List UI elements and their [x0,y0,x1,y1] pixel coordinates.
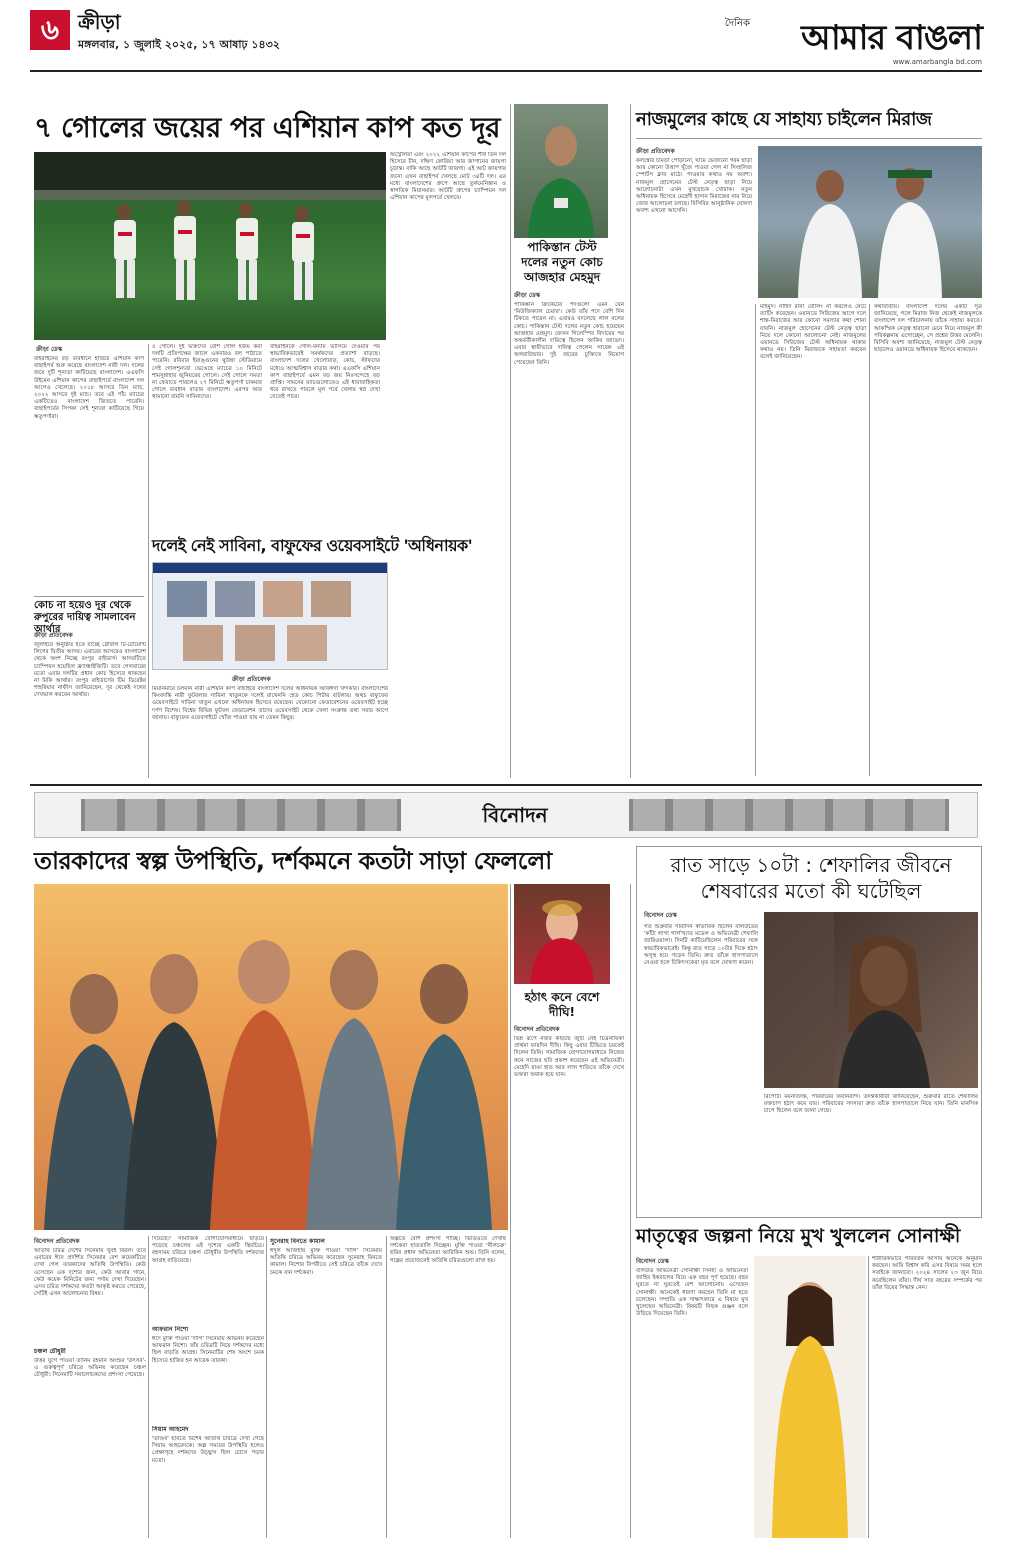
sabina-text: মিয়ানমারে চলমান নারী এশিয়ান কাপ বাছাইয়ে বাংলাদেশ দলের অধিনায়ক আফঈদা খন্দকার। বাংলাদেশের কিংবদন্তি নারী ফুটবলার সাবিনা খাতুনকে দলেই রাখেননি হেড কোচ পিটার বাটলার। অথচ বাফুফের ওয়েবসাইটে সাবিনা খাতুন এখনো অধিনায়ক হিসেবে রয়েছেন। যেকোনো ফেডারেশনের ওয়েবসাইট হচ্ছে দর্পণ বিশেষ। বিশ্বের বিভিন্ন ফুটবল ফেডারেশন তাদের ওয়েবসাইট থেকে খেলা সংক্রান্ত তথ্য সবার আগে জানায়। বাফুফের ওয়েবসাইটে খোঁজ পাওয়া যায় না তেমন কিছুর। [152,686,388,721]
rule-ent-1 [148,1236,149,1538]
football-team-photo [34,152,386,340]
side1-rule [34,596,144,597]
coach-byline: ক্রীড়া ডেস্ক [514,292,541,299]
paper-logo: আমার বাঙলা [801,18,982,58]
website-text: www.amarbangla bd.com [892,58,982,66]
issue-date: মঙ্গলবার, ১ জুলাই ২০২৫, ১৭ আষাঢ় ১৪৩২ [78,38,280,51]
paper-name-small: দৈনিক [724,18,750,29]
stars-text-3: দিয়েছে।' সামাজিক যোগাযোগমাধ্যমে ছড়িয়ে পড়েছে চঞ্চলের এই দৃশ্যের একটি স্থিরচিত্র। রহস্যময় চরিত্রে চঞ্চল চৌধুরীর উপস্থিতি দর্শকদের আগ্রহ বাড়িয়েছে। [152,1236,264,1264]
coach-photo [514,104,608,238]
dighi-text: ভিন্ন রূপে নজর কাড়ছে জুটি নেই চিত্রনায়িকা প্রার্থনা ফারদিন দীঘি। কিছু এবার টিভিতে চমকেই দিলেন তিনি। সামাজিক যোগাযোগমাধ্যমে নিজের কনে সাজের ছবি প্রকাশ করেছেন এই অভিনেত্রী। মেহেদি রাঙা হাত আর লাল শাড়িতে তাঁকে দেখে ভক্তরা অবাক হয়ে যান। [514,1036,624,1079]
band-filmstrip-left [81,799,401,831]
page-number-box: ৬ [30,10,70,50]
miraj-rule [636,138,982,139]
film-stars-collage [34,884,508,1230]
stars-text-5: 'তাণ্ডব' ছবিতে বিশেষ অতিথি চরিত্রে দেখা গেছে সিয়াম আহমেদকে। অল্প সময়ের উপস্থিতি হলেও প্রেক্ষাগৃহে দর্শকদের উচ্ছ্বাস ছিল চোখে পড়ার মতো। [152,1436,264,1464]
side1-headline: কোচ না হয়েও দূর থেকে রুপুরের দায়িত্ব সামলাবেন আর্থার [34,600,136,635]
rule-ent-4 [510,884,511,1538]
rule-miraj-2 [869,304,870,776]
masthead-rule [30,70,982,72]
rule-sports-3 [630,104,631,778]
stars-headline: তারকাদের স্বল্প উপস্থিতি, দর্শকমনে কতটা সাড়া ফেললো [34,847,552,875]
shefali-text-1: গত শুক্রবার সারাদিন স্বাভাবিক ছিলেন বলিউডের 'কাঁটা লাগা গার্ল'খ্যাত মডেল ও অভিনেত্রী শেফালি জারিওয়ালা। দিনটি কাটিয়েছিলেন পরিবারের সঙ্গে স্বাভাবিকভাবেই। কিন্তু রাত সাড়ে ১০টার দিকে হঠাৎ অসুস্থ হয়ে পড়েন তিনি। দ্রুত তাঁকে হাসপাতালে নেওয়া হলে চিকিৎসকেরা মৃত বলে ঘোষণা করেন। [644,924,758,967]
sonakshi-text-1: বলিউড অভিনেত্রী সোনাক্ষী সিনহা ও অভিনেতা জাহির ইকবালের বিয়ে এক বছর পূর্ণ হয়েছে। বছর ঘুরতে না ঘুরতেই বেশ আলোচনায় এসেছেন সোনাক্ষী। অনেকেই ধারণা করছেন তিনি মা হতে চলেছেন। সম্প্রতি এক সাক্ষাৎকারে এ বিষয়ে মুখ খুলেছেন অভিনেত্রী। বিষয়টি নিছক গুঞ্জন বলে উড়িয়ে দিয়েছেন তিনি। [636,1268,748,1318]
band-filmstrip-right [629,799,949,831]
sabina-byline: ক্রীড়া প্রতিবেদক [232,676,271,683]
miraj-text-1: কলম্বোর চামড়া পোড়ানো, ঘামে ভেজানো গরম ছাড়া আর কোনো উত্তাপ খুঁজে পাওয়া গেল না সিংহলিজ স্পোর্টস ক্লাব মাঠে। পাওয়ার কথাও নয় অবশ্য। নাজমুল হোসেনের টেস্ট নেতৃত্ব ছাড়া নিয়ে আলোচনাটা এখন মুখরোচক খোরাক। নতুন অধিনায়ক হিসেবে মেহেদী হাসান মিরাজের নাম নিয়ে জোর আলোচনা চলছে। বিসিবির আনুষ্ঠানিক ঘোষণা অবশ্য এখনো আসেনি। [636,158,752,215]
stars-sub-siam: সিয়াম আহমেদ [152,1426,189,1433]
stars-sub-chanchal: চঞ্চল চৌধুরী [34,1348,66,1355]
stars-text-2: উত্তর যুগে পাওয়া তানিম রহমান অংশুর 'উৎসব'-এ গুরুত্বপূর্ণ চরিত্রে অভিনয় করেছেন চঞ্চল চৌধুরী। সিনেমাটি সমালোচকদের প্রশংসা পেয়েছে। [34,1358,146,1379]
stars-byline: বিনোদন প্রতিবেদক [34,1238,80,1245]
stars-text-7: অল্পতে বেশি প্রশংসা পাচ্ছি। ভিডিওতে দেখছি দর্শকেরা হাততালি দিচ্ছেন। মুক্তি পাওয়া 'নীলচক্র' ছবির প্রধান অভিনেতা আরিফিন শুভ। তিনি বলেন, গল্পের প্রয়োজনেই অতিথি চরিত্রগুলো রাখা হয়। [390,1236,506,1264]
sports-main-byline: ক্রীড়া ডেস্ক [36,346,63,353]
stars-text-1: অতিথি চরিত্র দেশের সিনেমায় খুবই বিরল। তবে এবারের ঈদে প্রদর্শিত সিনেমার বেশ কয়েকটিতে দেখা গেল তারকাদের অতিথি উপস্থিতি। কেউ এসেছেন এক দৃশ্যের জন্য, কেউ আবার গানে, কেউ কয়েক মিনিটের জন্য পর্দায় দেখা দিয়েছেন। এসব চরিত্র দর্শকদের কতটা আকৃষ্ট করতে পেরেছে, সেটিই এখন আলোচনার বিষয়। [34,1248,146,1298]
rule-ent-5 [630,884,631,1538]
shefali-photo [764,912,978,1088]
sports-main-col4: অস্ট্রেলিয়া এবং ২০২২ এশিয়ান কাপের শীর্ষ তিন দল হিসেবে চীন, দক্ষিণ কোরিয়া আর জাপানের জায়গা চূড়ান্ত। বাকি আছে আটটি জায়গা। এই আট জায়গার জন্যে এখন বাছাইপর্ব খেলছে মোট ৩৪টি দল। এর মধ্যে বাংলাদেশের গ্রুপে আছে তুর্কমেনিস্তান ও স্বাগতিক মিয়ানমার। আটটি গ্রুপের চ্যাম্পিয়ন দল এশিয়ান কাপের মূলপর্বে খেলবে। [390,152,506,202]
stars-text-4: ঈদে মুক্তি পাওয়া 'দাগি' সিনেমায় অভিনয় করেছেন আফরান নিশো। তাঁর চরিত্রটি নিয়ে দর্শকদের মধ্যে ছিল বাড়তি আগ্রহ। সিনেমাটির শেষ অংশে চমক হিসেবে হাজির হন আরেক তারকা। [152,1336,264,1364]
rule-sonakshi [868,1256,869,1538]
stars-text-6: ঈদুল আজহায় মুক্তি পাওয়া 'দাগি' সিনেমায় অতিথি চরিত্রে অভিনয় করেছেন সুনেরাহ বিনতে কামাল। নিশোর বিপরীতে সেই চরিত্রে তাঁকে দেখে চমকে যান দর্শকেরা। [270,1248,382,1276]
side1-byline: ক্রীড়া প্রতিবেদক [34,632,73,639]
miraj-headline: নাজমুলের কাছে যে সাহায্য চাইলেন মিরাজ [636,109,932,130]
dighi-headline: হঠাৎ কনে বেশে দীঘি! [524,990,600,1019]
miraj-text-3: কথাবার্তায়। বাংলাদেশ দলের একটি সূত্র জানিয়েছে, গলে মিরাজ নিজ থেকেই নাজমুলকে বাংলাদেশ দল পরিচালনায় তাঁকে সাহায্য করতে। আকস্মিক নেতৃত্ব হারানো মেনে নিয়ে নাজমুল কী পরিকল্পনায় এগোচ্ছেন, সে প্রশ্নের উত্তর মেলেনি। বিসিবি অবশ্য জানিয়েছে, নাজমুল টেস্ট নেতৃত্ব ছাড়লেও ওয়ানডে অধিনায়ক হিসেবে থাকছেন। [874,304,982,354]
shefali-text-2: রিপোর্ট। ময়নাতদন্ত, পরিবারের জবানবন্দি। তদন্তকারীরা জানিয়েছেন, শুক্রবার রাতে শেফালির রক্তচাপ হঠাৎ কমে যায়। পরিবারের সদস্যরা দ্রুত তাঁকে হাসপাতালে নিয়ে যান। তিনি মানসিক চাপে ছিলেন বলে জানা গেছে। [764,1094,978,1115]
sports-main-col3: বাহরাইনকে গোল-বন্যায় ভাসিয়ে দেওয়ার পর স্বাভাবিকভাবেই সমর্থকদের প্রত্যাশা বাড়ছে। বাংলাদেশ দলের খেলোয়াড়, কোচ, স্টাফদের মধ্যেও আত্মবিশ্বাস বাড়ার কথা। এএফসি এশিয়ান কাপ বাছাইপর্বে এমন বড় জয় নিঃসন্দেহে বড় প্রাপ্তি। সামনের ম্যাচগুলোতেও এই ধারাবাহিকতা ধরে রাখতে পারলে মূল পর্বে খেলার স্বপ্ন দেখা যেতেই পারে। [270,344,380,401]
stars-sub-sunerah: সুনেরাহ বিনতে কামাল [270,1238,326,1245]
sonakshi-photo [754,1256,866,1538]
sonakshi-byline: বিনোদন ডেস্ক [636,1258,669,1265]
sports-main-col2: ৫ গোলে। দুই ভক্তদের বেশি গোল হজম করা দলটি প্রতিপক্ষের জালে একবারও বল পাঠাতে পারেনি। রবিবার ইয়াঙ্গুনের থুউন্না স্টেডিয়ামে সেই গোলশূন্যতা ভেঙেছে ম্যাচের ১০ মিনিটে শামসুন্নাহার জুনিয়রের গোলে। সেই গোলে সমতা না ফেরাতে পারলেও ২৭ মিনিটে ঋতুপর্ণা চাকমার গোলে ব্যবধান বাড়ায় বাংলাদেশ। এরপর আর থামানো যায়নি সাবিনাদের। [152,344,262,401]
section-label: ক্রীড়া [78,10,121,34]
coach-story-text: পাকিস্তান ক্রিকেটের পদগুলো এমন যেন 'মিউজিক্যাল চেয়ার'। কেউ তাঁর পদে বেশি দিন টিকতে পারেন না। এবারও বদলেছে লাল বলের কোচ। পাকিস্তান টেস্ট দলের নতুন কোচ হয়েছেন আজহার মেহমুদ। জেসন গিলেস্পির বিদায়ের পর অন্তর্বর্তীকালীন দায়িত্বে ছিলেন আকিব জাভেদ। এবার স্থায়ীভাবে দায়িত্ব পেলেন সাবেক এই অলরাউন্ডার। দুই বছরের চুক্তিতে নিয়োগ পেয়েছেন তিনি। [514,302,624,366]
dighi-bride-photo [514,884,610,984]
sports-main-headline: ৭ গোলের জয়ের পর এশিয়ান কাপ কত দূর [34,111,501,144]
coach-caption: পাকিস্তান টেস্ট দলের নতুন কোচ আজহার মেহমুদ [521,240,603,284]
bff-website-screenshot [152,562,388,670]
shefali-byline: বিনোদন ডেস্ক [644,912,677,919]
sabina-headline: দলেই নেই সাবিনা, বাফুফের ওয়েবসাইটে 'অধিনায়ক' [152,536,473,555]
cricketers-photo [758,146,982,298]
rule-ent-3 [386,1236,387,1538]
side1-text: জুলাইয়ে অনুষ্ঠিত হতে যাচ্ছে গ্লোবাল টি-টোয়েন্টি লিগের দ্বিতীয় আসর। এবারের আসরেও বাংলাদেশ থেকে অংশ নিচ্ছে রংপুর রাইডার্স। আসরটিতে চ্যাম্পিয়ন হয়েছিল ফ্র্যাঞ্চাইজিটি। তবে গেলবারের মতো এবার দলটির প্রধান কোচ হিসেবে থাকছেন না মিকি আর্থার। রংপুর রাইডার্সের টিম ডিরেক্টর শাহরিয়ার নাফীস জানিয়েছেন, দূর থেকেই দলের দেখভাল করবেন আর্থার। [34,642,146,699]
section-divider-top [30,784,982,786]
masthead [30,6,982,68]
sonakshi-text-2: শারীরিকভাবে পরিবর্তন আসায় অনেকে অনুমান করছেন। আমি বিশ্বাস করি এসব বিষয়ে সময় হলে সবাইকে জানাবো। ২০২৪ সালের ২৩ জুন বিয়ে করেছিলেন তাঁরা। দীর্ঘ সাত বছরের সম্পর্কের পর তাঁরা বিয়ের সিদ্ধান্ত নেন। [872,1256,982,1291]
rule-sports-2 [510,104,511,778]
sports-main-col1: বাহরাইনের বড় ব্যবধানে হারিয়ে এশিয়ান কাপ বাছাইপর্ব শুরু করেছে বাংলাদেশ নারী দল। দলের জয়ে দুটি শূন্যতা কাটিয়েছে বাংলাদেশ। এএফসি উইমেন এশিয়ান কাপের বাছাইপর্বে বাংলাদেশ দল আগেও খেলেছে। ২০১৮ আসরে তিন ম্যাচ, ২০২২ আসরে দুই ম্যাচ। তবে এই পাঁচ ম্যাচের একটিতেও বাংলাদেশ জিততে পারেনি। বাছাইপর্বের সিপকা সেই শূন্যতা কাটিয়েছে গিয়ে ঋতুপর্ণারা। [34,356,144,420]
rule-sports-1 [148,344,149,778]
rule-miraj-1 [755,304,756,776]
shefali-headline: রাত সাড়ে ১০টা : শেফালির জীবনে শেষবারের মতো কী ঘটেছিল [670,853,952,903]
stars-sub-nisho: আফরান নিশো [152,1326,189,1333]
dighi-byline: বিনোদন প্রতিবেদক [514,1026,560,1033]
rule-ent-2 [266,1236,267,1538]
entertainment-section-label: বিনোদন [482,803,548,827]
sonakshi-headline: মাতৃত্বের জল্পনা নিয়ে মুখ খুললেন সোনাক্ষী [636,1225,961,1247]
miraj-text-2: মাহমুদ। নাহিদ রানা বোলিং না করলেও নেটে ব্যাটিং করেছেন। ওয়ানডে সিরিজের আগে দলে শান্ত-মিরাজের আর কোনো সমস্যার কথা শোনা যায়নি। নাজমুল হোসেনের টেস্ট নেতৃত্ব ছাড়া নিয়ে দলে কোনো আলোচনা নেই। নাজমুলের ওয়ানডে সিরিজের টেস্ট অধিনায়ক থাকার কথাও নয়। তিনি মিরাজকে সহায়তা করবেন বলেই জানিয়েছেন। [760,304,866,361]
entertainment-band [34,792,978,838]
miraj-byline: ক্রীড়া প্রতিবেদক [636,148,675,155]
